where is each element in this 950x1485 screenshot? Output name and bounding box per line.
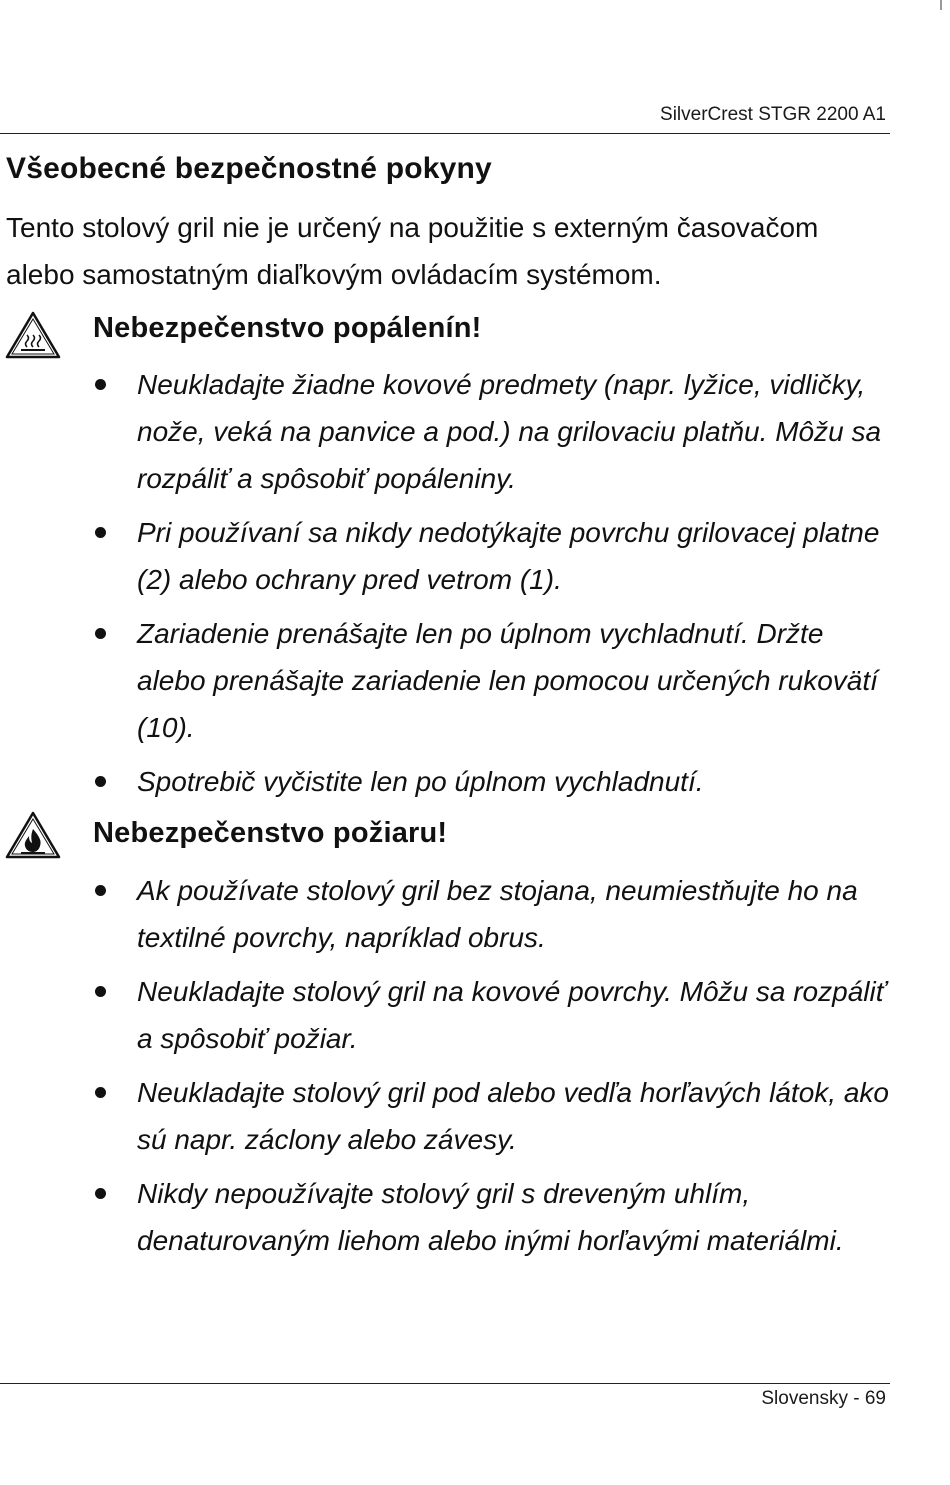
burn-hazard-heading: Nebezpečenstvo popálenín! [93,312,482,344]
bullet-icon [95,986,106,997]
list-item-text: Zariadenie prenášajte len po úplnom vychladnutí. Držte alebo prenášajte zariadenie len pomocou určených rukovätí (10). [137,618,878,743]
intro-paragraph: Tento stolový gril nie je určený na použitie s externým časovačom alebo samostatným diaľkovým ovládacím systémom. [6,212,819,290]
list-item-text: Neukladajte stolový gril pod alebo vedľa horľavých látok, ako sú napr. záclony alebo závesy. [137,1077,889,1155]
page-footer: Slovensky - 69 [761,1388,886,1409]
list-item [0,361,890,502]
list-item [0,1069,890,1163]
list-item-text: Pri používaní sa nikdy nedotýkajte povrchu grilovacej platne (2) alebo ochrany pred vetrom (1). [137,517,880,595]
list-item [0,968,890,1062]
footer-rule [0,1383,890,1384]
list-item [0,758,890,805]
page-edge-mark [940,0,942,10]
header-rule [0,133,890,134]
fire-warning-icon [4,810,62,860]
list-item-text: Ak používate stolový gril bez stojana, neumiestňujte ho na textilné povrchy, napríklad obrus. [137,875,858,953]
burn-hazard-list [0,361,890,812]
bullet-icon [95,1188,106,1199]
bullet-icon [95,1087,106,1098]
list-item-text: Neukladajte stolový gril na kovové povrchy. Môžu sa rozpáliť a spôsobiť požiar. [137,976,886,1054]
list-item-text: Spotrebič vyčistite len po úplnom vychladnutí. [137,766,704,797]
bullet-icon [95,527,106,538]
hot-surface-warning-icon [4,310,62,360]
list-item [0,509,890,603]
bullet-icon [95,628,106,639]
list-item [0,1170,890,1264]
bullet-icon [95,379,106,390]
list-item [0,867,890,961]
section-title: Všeobecné bezpečnostné pokyny [6,152,492,185]
running-header: SilverCrest STGR 2200 A1 [660,104,886,125]
bullet-icon [95,885,106,896]
fire-hazard-heading: Nebezpečenstvo požiaru! [93,817,448,849]
list-item-text: Nikdy nepoužívajte stolový gril s dreveným uhlím, denaturovaným liehom alebo inými horľavými materiálmi. [137,1178,844,1256]
list-item-text: Neukladajte žiadne kovové predmety (napr. lyžice, vidličky, nože, veká na panvice a pod.) na grilovaciu platňu. Môžu sa rozpáliť a spôsobiť popáleniny. [137,369,882,494]
bullet-icon [95,776,106,787]
fire-hazard-list [0,867,890,1271]
list-item [0,610,890,751]
